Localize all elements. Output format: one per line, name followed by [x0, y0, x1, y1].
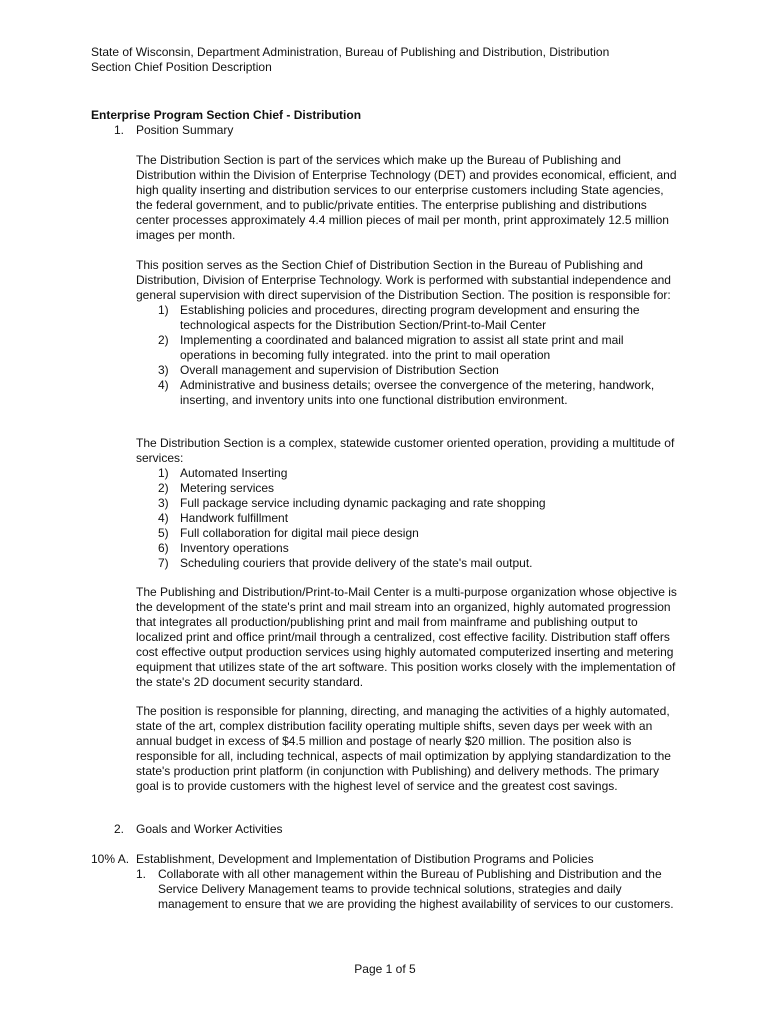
document-header	[91, 45, 691, 75]
list-item: 1) Automated Inserting	[158, 466, 288, 480]
page-number: Page 1 of 5	[354, 962, 416, 976]
goal-a-prefix: 10% A.	[91, 852, 130, 866]
paragraph-text: This position serves as the Section Chief of Distribution Section in the Bureau of Publishing and Distribution, Division of Enterprise Technology. Work is performed with substantial independence and general supervision with direct supervision of the Distribution Section. The position is responsible for:	[136, 258, 671, 302]
section-1-number: 1.	[114, 123, 125, 137]
list-item: 2) Metering services	[158, 481, 275, 495]
section-1-heading	[114, 123, 233, 138]
paragraph-print-to-mail-center	[136, 585, 681, 690]
header-line-1: State of Wisconsin, Department Administration, Bureau of Publishing and Distribution, Distribution	[91, 45, 610, 59]
goal-a-heading	[91, 852, 594, 867]
section-2-heading	[114, 822, 283, 837]
list-item: 4) Handwork fulfillment	[158, 511, 289, 525]
goal-a-label: Establishment, Development and Implementation of Distibution Programs and Policies	[136, 852, 594, 866]
paragraph-distribution-section	[136, 153, 681, 243]
paragraph-position-responsibility	[136, 704, 681, 794]
paragraph-services	[136, 436, 681, 571]
list-item: 5) Full collaboration for digital mail piece design	[158, 526, 419, 540]
paragraph-text: The position is responsible for planning, directing, and managing the activities of a highly automated, state of the art, complex distribution facility operating multiple shifts, seven days per week with an annual budget in excess of $4.5 million and postage of nearly $20 million. The position also is responsible for all, including technical, aspects of mail optimization by applying standardization to the state's production print platform (in conjunction with Publishing) and delivery methods. The primary goal is to provide customers with the highest level of service and the greatest cost savings.	[136, 704, 671, 793]
section-2-label: Goals and Worker Activities	[136, 822, 283, 836]
list-item: 1) Establishing policies and procedures, directing program development and ensuring the technological aspects for the Distribution Section/Print-to-Mail Center	[158, 303, 640, 332]
paragraph-text: The Publishing and Distribution/Print-to-Mail Center is a multi-purpose organization whose objective is the development of the state's print and mail stream into an organized, highly automated progression that integrates all production/publishing print and mail from mainframe and publishing output to localized print and office print/mail through a centralized, cost effective facility. Distribution staff offers cost effective output production services using highly automated computerized inserting and metering equipment that utilizes state of the art software. This position works closely with the implementation of the state's 2D document security standard.	[136, 585, 677, 689]
services-list	[158, 466, 681, 571]
list-item: 4) Administrative and business details; oversee the convergence of the metering, handwork, inserting, and inventory units into one functional distribution environment.	[158, 378, 655, 407]
section-1-label: Position Summary	[136, 123, 234, 137]
list-item: 7) Scheduling couriers that provide delivery of the state's mail output.	[158, 556, 533, 570]
header-line-2: Section Chief Position Description	[91, 60, 272, 74]
section-2-number: 2.	[114, 822, 125, 836]
list-item: 3) Full package service including dynamic packaging and rate shopping	[158, 496, 546, 510]
paragraph-text: The Distribution Section is part of the services which make up the Bureau of Publishing and Distribution within the Division of Enterprise Technology (DET) and provides economical, efficient, and high quality inserting and distribution services to our enterprise customers including State agencies, the federal government, and to public/private entities. The enterprise publishing and distributions center processes approximately 4.4 million pieces of mail per month, print approximately 12.5 million images per month.	[136, 153, 677, 242]
list-item: 6) Inventory operations	[158, 541, 289, 555]
list-item: 3) Overall management and supervision of Distribution Section	[158, 363, 499, 377]
document-title: Enterprise Program Section Chief - Distribution	[91, 108, 362, 122]
paragraph-text: The Distribution Section is a complex, statewide customer oriented operation, providing a multitude of services:	[136, 436, 675, 465]
responsibilities-list	[158, 303, 681, 408]
goal-a-list	[136, 867, 676, 912]
list-item: 1. Collaborate with all other management within the Bureau of Publishing and Distribution and the Service Delivery Management teams to provide technical solutions, strategies and daily management to ensure that we are providing the highest availability of services to our customers.	[136, 867, 674, 911]
list-item: 2) Implementing a coordinated and balanced migration to assist all state print and mail operations in becoming fully integrated. into the print to mail operation	[158, 333, 624, 362]
paragraph-position-serves	[136, 258, 681, 408]
